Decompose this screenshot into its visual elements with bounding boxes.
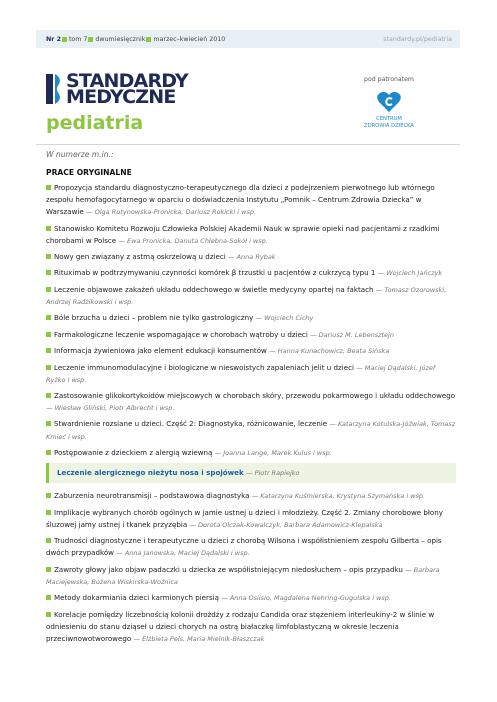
patronage-org-line-2: ZDROWIA DZIECKA xyxy=(364,123,414,129)
bullet-icon xyxy=(88,37,93,42)
article-authors: — Olga Rutynowska-Pronicka, Dariusz Rokicki i wsp. xyxy=(86,208,256,216)
article-authors: — Anna Rybak xyxy=(228,253,276,261)
journal-logo xyxy=(46,72,188,106)
article-authors: — Elżbieta Pels, Maria Mielnik-Błaszczak xyxy=(133,635,264,643)
article-title: Implikacje wybranych chorób ogólnych w jamie ustnej u dzieci i młodzieży. Część 2. Zmiany chorobowe błony śluzowej jamy ustnej i tkanek przyzębia xyxy=(46,507,443,529)
article-item[interactable] xyxy=(46,592,456,604)
article-item[interactable] xyxy=(46,418,456,442)
article-title: Postępowanie z dzieckiem z alergią wziewną xyxy=(54,447,213,457)
article-item[interactable] xyxy=(46,609,456,645)
article-authors: — Barbara Maciejewska, Bożena Wiskirska-Woźnica xyxy=(46,566,440,586)
journal-url[interactable]: standardy.pl/pediatria xyxy=(383,35,452,43)
bullet-icon xyxy=(46,315,51,320)
bullet-icon xyxy=(46,421,51,426)
bullet-icon xyxy=(46,270,51,275)
bullet-icon xyxy=(46,365,51,370)
bullet-icon xyxy=(46,567,51,572)
logo-wordmark xyxy=(66,70,188,108)
article-title: Propozycja standardu diagnostyczno-terapeutycznego dla dzieci z podejrzeniem pierwotnego lub wtórnego zespołu hemofagocytarnego w oparciu o doświadczenia Instytutu „Pomnik – Centrum Zdrowia Dziecka” w Warszawie xyxy=(46,183,435,217)
bullet-icon xyxy=(46,185,51,190)
article-authors: — Katarzyna Kotulska-Jóźwiak, Tomasz Kmieć i wsp. xyxy=(46,420,455,440)
article-authors: — Wiesław Gliński, Piotr Albrecht i wsp. xyxy=(46,404,174,412)
bullet-icon xyxy=(46,226,51,231)
logo-line-1: STANDARDY xyxy=(66,70,188,92)
bullet-icon xyxy=(46,254,51,259)
article-item[interactable] xyxy=(46,284,456,308)
article-item[interactable] xyxy=(46,267,456,279)
article-item[interactable] xyxy=(46,251,456,263)
article-authors: — Tomasz Ozorowski, Andrzej Radzikowski i wsp. xyxy=(46,286,446,306)
article-item[interactable] xyxy=(46,182,456,218)
article-list xyxy=(46,490,456,645)
bullet-icon xyxy=(46,493,51,498)
featured-article[interactable] xyxy=(46,463,456,483)
article-title: Zaburzenia neurotransmisji – podstawowa diagnostyka xyxy=(54,491,250,501)
bullet-icon xyxy=(46,612,51,617)
article-authors: — Joanna Lange, Marek Kulus i wsp. xyxy=(215,449,332,457)
article-title: Trudności diagnostyczne i terapeutyczne u dzieci z chorobą Wilsona i współistnieniem zespołu Gilberta – opis dwóch przypadków xyxy=(46,536,442,558)
issue-header-bar xyxy=(36,30,460,48)
article-item[interactable] xyxy=(46,535,456,559)
article-item[interactable] xyxy=(46,223,456,247)
patronage-org-line-1: CENTRUM xyxy=(376,116,402,122)
article-authors: — Anna Janowska, Maciej Dądalski i wsp. xyxy=(116,549,249,557)
bullet-icon xyxy=(46,332,51,337)
patronage-label: pod patronatem xyxy=(364,76,414,83)
featured-article-authors: — Piotr Rapiejko xyxy=(246,469,300,477)
article-title: Bóle brzucha u dzieci – problem nie tylko gastrologiczny xyxy=(54,313,254,323)
patronage-block xyxy=(356,76,422,130)
article-title: Stanowisko Komitetu Rozwoju Człowieka Polskiej Akademii Nauk w sprawie opieki nad pacjentami z rzadkimi chorobami w Polsce xyxy=(46,223,440,245)
article-title: Farmakologiczne leczenie wspomagające w chorobach wątroby u dzieci xyxy=(54,329,308,339)
heart-c-logo-icon xyxy=(376,90,402,114)
article-title: Zawroty głowy jako objaw padaczki u dziecka ze współistniejącym niedosłuchem – opis przypadku xyxy=(54,564,403,574)
article-item[interactable] xyxy=(46,507,456,531)
article-title: Metody dokarmiania dzieci karmionych piersią xyxy=(54,593,219,603)
article-title: Rituximab w podtrzymywaniu czynności komórek β trzustki u pacjentów z cukrzycą typu 1 xyxy=(54,268,376,278)
standardy-logo-mark-icon xyxy=(46,72,62,106)
article-title: Leczenie objawowe zakażeń układu oddechowego w świetle medycyny opartej na faktach xyxy=(54,284,374,294)
bullet-icon xyxy=(46,595,51,600)
bullet-icon xyxy=(46,510,51,515)
article-authors: — Anna Osiisio, Magdalena Nehring-Gugulska i wsp. xyxy=(221,594,391,602)
table-of-contents xyxy=(46,150,456,649)
issue-meta xyxy=(46,36,225,43)
article-item[interactable] xyxy=(46,312,456,324)
article-authors: — Dariusz M. Lebensztejn xyxy=(310,331,394,339)
article-title: Korelacje pomiędzy liczebnością kolonii drożdży z rodzaju Candida oraz stężeniem interleukiny-2 w ślinie w odniesieniu do stanu dziąseł u dzieci chorych na ostrą białaczkę limfoblastyczną w okresie leczenia przeciwnowotworowego xyxy=(46,609,435,643)
article-authors: — Ewa Pronicka, Danuta Chlebna-Sokół i wsp. xyxy=(118,237,267,245)
header-divider xyxy=(36,144,460,145)
article-title: Zastosowanie glikokortykoidów miejscowych w chorobach skóry, przewodu pokarmowego i układu oddechowego xyxy=(54,390,456,400)
article-authors: — Dorota Olczak-Kowalczyk, Barbara Adamowicz-Klepalska xyxy=(189,521,382,529)
article-authors: — Katarzyna Kuśmierska, Krystyna Szymańska i wsp. xyxy=(252,492,425,500)
article-item[interactable] xyxy=(46,447,456,459)
article-title: Stwardnienie rozsiane u dzieci. Część 2: Diagnostyka, różnicowanie, leczenie xyxy=(54,419,328,429)
bullet-icon xyxy=(46,348,51,353)
bullet-icon xyxy=(46,450,51,455)
article-list xyxy=(46,182,456,459)
issue-frequency: dwumiesięcznik xyxy=(95,35,146,43)
section-title: PRACE ORYGINALNE xyxy=(46,168,132,177)
bullet-icon xyxy=(62,37,67,42)
article-item[interactable] xyxy=(46,490,456,502)
logo-line-2: MEDYCZNE xyxy=(66,86,176,108)
article-item[interactable] xyxy=(46,329,456,341)
bullet-icon xyxy=(46,538,51,543)
article-title: Informacja żywieniowa jako element edukacji konsumentów xyxy=(54,346,267,356)
featured-article-title: Leczenie alergicznego nieżytu nosa i spojówek xyxy=(57,468,244,478)
bullet-icon xyxy=(46,393,51,398)
article-title: Leczenie immunomodulacyjne i biologiczne w nieswoistych zapaleniach jelit u dzieci xyxy=(54,362,354,372)
article-title: Nowy gen związany z astmą oskrzelową u dzieci xyxy=(54,252,226,262)
issue-period: marzec–kwiecień 2010 xyxy=(153,35,226,43)
issue-number: Nr 2 xyxy=(46,35,61,43)
article-authors: — Maciej Dądalski, Józef Ryżko i wsp. xyxy=(46,364,435,384)
toc-intro: W numerze m.in.: xyxy=(46,150,114,159)
bullet-icon xyxy=(46,287,51,292)
article-item[interactable] xyxy=(46,362,456,386)
journal-subtitle: pediatria xyxy=(46,112,144,134)
bullet-icon xyxy=(146,37,151,42)
article-item[interactable] xyxy=(46,345,456,357)
article-authors: — Wojciech Cichy xyxy=(256,314,314,322)
article-authors: — Wojciech Jańczyk xyxy=(378,269,443,277)
issue-volume: tom 7 xyxy=(68,35,88,43)
article-item[interactable] xyxy=(46,564,456,588)
article-authors: — Hanna Kunachowicz, Beata Sińska xyxy=(269,347,389,355)
article-item[interactable] xyxy=(46,390,456,414)
